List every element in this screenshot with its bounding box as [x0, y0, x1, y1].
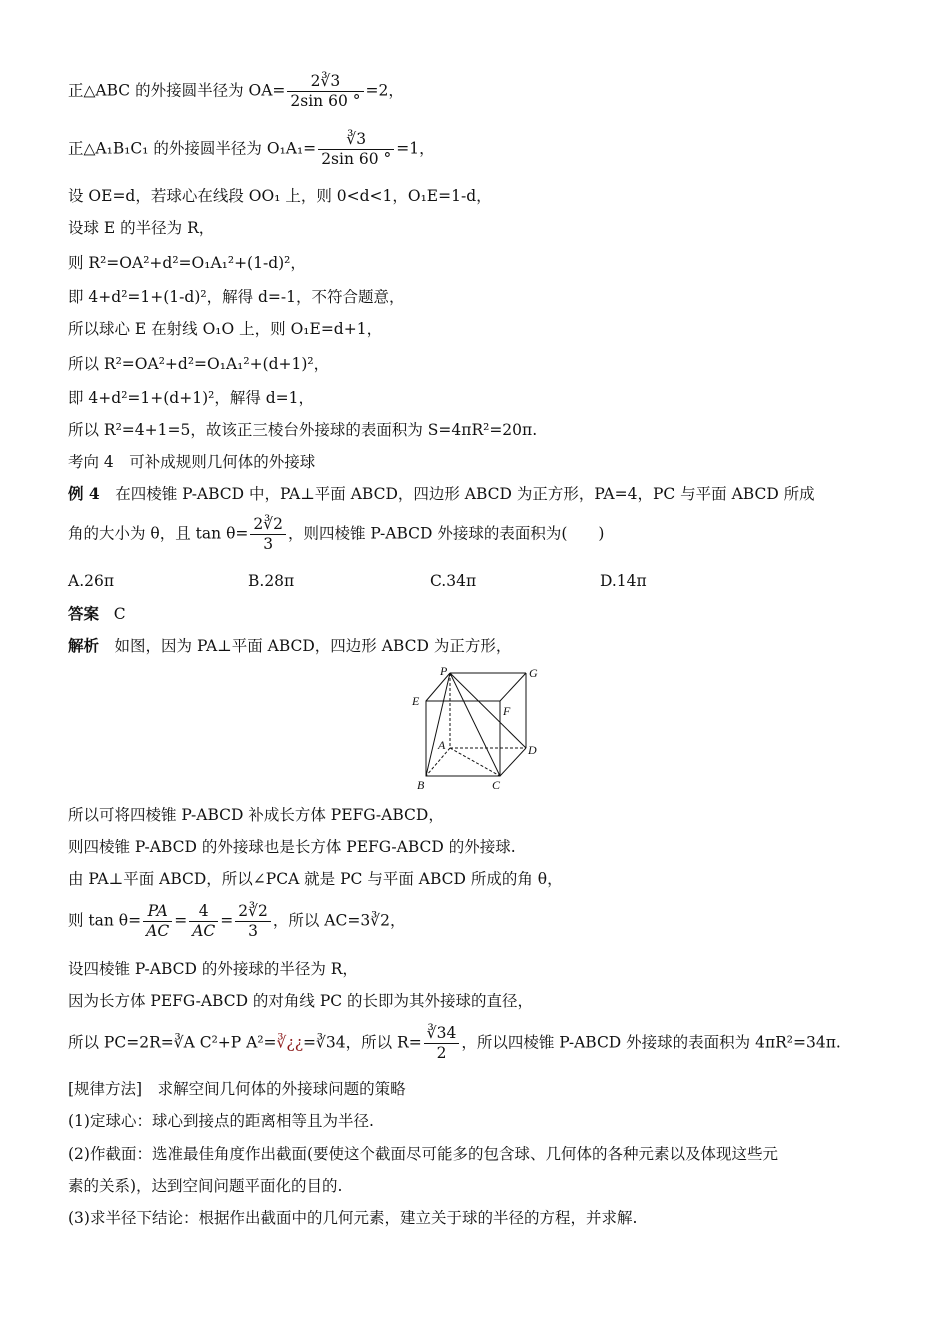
fraction: $\frac{4}{AC}$: [189, 902, 218, 941]
line-2: 正△A₁B₁C₁ 的外接圆半径为 O₁A₁= $\frac{∛3}{2\sin 60 ^\circ}$ =1，: [68, 130, 435, 168]
edge-cd: [500, 748, 526, 776]
fraction: $\frac{2∛2}{3}$: [250, 515, 286, 554]
example-label: 例 4: [68, 484, 100, 503]
method-3: (3)求半径下结论：根据作出截面中的几何元素，建立关于球的半径的方程，并求解.: [68, 1209, 638, 1227]
fraction: $\frac{∛3}{2\sin 60 ^\circ}$: [318, 130, 394, 169]
line-10: 所以 R²=4+1=5，故该正三棱台外接球的表面积为 S=4πR²=20π.: [68, 421, 538, 439]
option-c: C.34π: [430, 572, 477, 590]
cuboid-figure: [408, 663, 548, 793]
label-p: P: [440, 664, 448, 678]
line-7: 所以球心 E 在射线 O₁O 上，则 O₁E=d+1，: [68, 320, 383, 338]
method-title: [规律方法] 求解空间几何体的外接球问题的策略: [68, 1080, 406, 1098]
garbled-expression: ∛¿¿: [276, 1033, 304, 1052]
label-d: D: [528, 743, 537, 757]
option-b: B.28π: [248, 572, 295, 590]
solution-line-5: 设四棱锥 P-ABCD 的外接球的半径为 R，: [68, 960, 358, 978]
label-e: E: [412, 694, 420, 708]
line-8: 所以 R²=OA²+d²=O₁A₁²+(d+1)²，: [68, 355, 330, 373]
edge-pb: [426, 673, 450, 776]
solution-line-3: 由 PA⊥平面 ABCD，所以∠PCA 就是 PC 与平面 ABCD 所成的角 θ，: [68, 870, 563, 888]
fraction: $\frac{2∛3}{2\sin 60 ^\circ}$: [287, 72, 363, 111]
line-5: 则 R²=OA²+d²=O₁A₁²+(1-d)²，: [68, 254, 306, 272]
line-2-text: 正△A₁B₁C₁ 的外接圆半径为 O₁A₁=: [68, 139, 317, 158]
method-2-cont: 素的关系)，达到空间问题平面化的目的.: [68, 1177, 343, 1195]
edge-fg: [500, 673, 526, 701]
solution-line-2: 则四棱锥 P-ABCD 的外接球也是长方体 PEFG-ABCD 的外接球.: [68, 838, 516, 856]
analysis-line: 解析 如图，因为 PA⊥平面 ABCD，四边形 ABCD 为正方形，: [68, 636, 512, 655]
answer-line: [68, 603, 890, 625]
line-6: 即 4+d²=1+(1-d)²，解得 d=-1，不符合题意，: [68, 288, 405, 306]
label-b: B: [417, 778, 425, 792]
section-heading: 考向 4 可补成规则几何体的外接球: [68, 453, 316, 471]
solution-line-7: 所以 PC=2R=∛A C²+P A²=∛¿¿=∛34，所以 R= $\frac{∛34}{2}$ ，所以四棱锥 P-ABCD 外接球的表面积为 4πR²=34π.: [68, 1024, 841, 1062]
label-g: G: [529, 666, 538, 680]
label-c: C: [492, 778, 501, 792]
analysis-label: 解析: [68, 636, 100, 655]
fraction: $\frac{2∛2}{3}$: [235, 902, 271, 941]
example-4-line-2: 角的大小为 θ，且 tan θ= $\frac{2∛2}{3}$ ，则四棱锥 P-ABCD 外接球的表面积为( ): [68, 515, 605, 553]
line-1: 正△ABC 的外接圆半径为 OA= $\frac{2∛3}{2\sin 60 ^\circ}$ =2，: [68, 72, 404, 110]
label-a: A: [438, 738, 446, 752]
answer-label: 答案: [68, 604, 100, 623]
answer-value: C: [113, 605, 126, 623]
line-3: 设 OE=d，若球心在线段 OO₁ 上，则 0<d<1，O₁E=1-d，: [68, 187, 492, 205]
solution-line-6: 因为长方体 PEFG-ABCD 的对角线 PC 的长即为其外接球的直径，: [68, 992, 534, 1010]
method-1: (1)定球心：球心到接点的距离相等且为半径.: [68, 1112, 374, 1130]
cuboid-diagram: [408, 663, 548, 793]
solution-line-1: 所以可将四棱锥 P-ABCD 补成长方体 PEFG-ABCD，: [68, 806, 444, 824]
line-9: 即 4+d²=1+(d+1)²，解得 d=1，: [68, 389, 315, 407]
edge-ac: [450, 748, 500, 776]
options-row: [68, 570, 890, 592]
fraction: $\frac{∛34}{2}$: [424, 1024, 460, 1063]
line-4: 设球 E 的半径为 R，: [68, 219, 215, 237]
option-a: A.26π: [68, 572, 115, 590]
example-4-line-1: 例 4 在四棱锥 P-ABCD 中，PA⊥平面 ABCD，四边形 ABCD 为正方形，PA=4，PC 与平面 ABCD 所成: [68, 484, 815, 503]
edge-pd: [450, 673, 526, 748]
edge-pc: [450, 673, 500, 776]
label-f: F: [503, 704, 511, 718]
option-d: D.14π: [600, 572, 647, 590]
solution-line-4: 则 tan θ= $\frac{PA}{AC}$ = $\frac{4}{AC}$ = $\frac{2∛2}{3}$ ，所以 AC=3∛2，: [68, 902, 406, 940]
line-1-text: 正△ABC 的外接圆半径为 OA=: [68, 81, 286, 100]
method-2: (2)作截面：选准最佳角度作出截面(要使这个截面尽可能多的包含球、几何体的各种元素以及体现这些元: [68, 1145, 779, 1163]
fraction: $\frac{PA}{AC}$: [143, 902, 172, 941]
